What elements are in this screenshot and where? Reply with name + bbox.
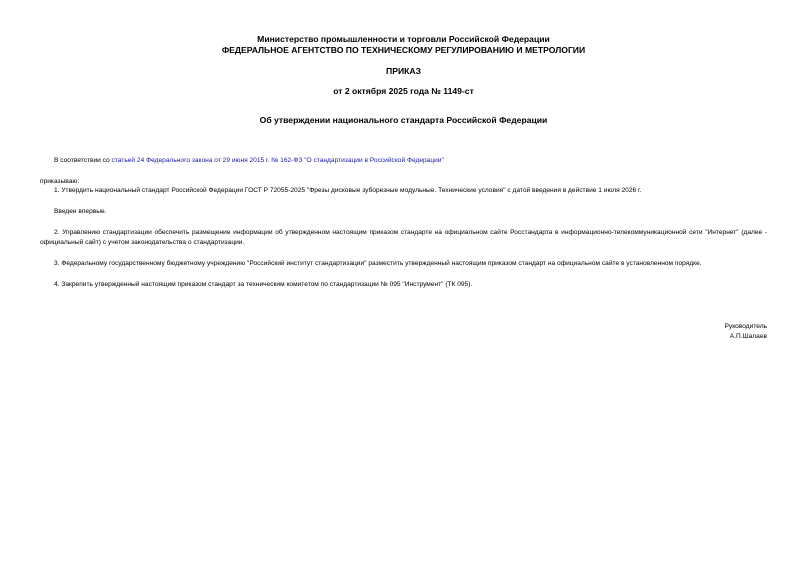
document-date-number: от 2 октября 2025 года № 1149-ст <box>333 86 474 96</box>
order-item-3: 3. Федеральному государственному бюджетному учреждению "Российский институт стандартизации" разместить утвержденный настоящим приказом стандарт на официальном сайте в установленном порядке. <box>54 260 702 267</box>
agency-name: ФЕДЕРАЛЬНОЕ АГЕНТСТВО ПО ТЕХНИЧЕСКОМУ РЕГУЛИРОВАНИЮ И МЕТРОЛОГИИ <box>221 45 586 55</box>
order-item-4: 4. Закрепить утвержденный настоящим приказом стандарт за техническим комитетом по стандартизации № 095 "Инструмент" (ТК 095). <box>54 281 473 288</box>
signatory-name: А.П.Шалаев <box>729 333 767 340</box>
document-subject: Об утверждении национального стандарта Российской Федерации <box>259 115 548 125</box>
order-item-2: 2. Управлению стандартизации обеспечить размещение информации об утвержденном настоящим приказом стандарте на официальном сайте Росстандарта в информационно-телекоммуникационной сети "Интернет" (далее - официальный сайт) с учетом законодательства о стандартизации. <box>40 229 767 246</box>
first-introduced-note: Введен впервые. <box>54 208 107 215</box>
law-reference-link[interactable]: статьей 24 Федерального закона от 29 июня 2015 г. № 162-ФЗ "О стандартизации в Российской Федерации" <box>111 157 444 164</box>
preamble-prefix: В соответствии со <box>54 157 112 164</box>
ministry-name: Министерство промышленности и торговли Российской Федерации <box>257 34 550 44</box>
order-word: приказываю: <box>40 178 80 185</box>
signatory-title: Руководитель <box>724 323 767 330</box>
order-item-1: 1. Утвердить национальный стандарт Российской Федерации ГОСТ Р 72055-2025 "Фрезы дисковые зуборезные модульные. Технические условия" с датой введения в действие 1 июля 2026 г. <box>54 187 642 194</box>
preamble <box>54 156 444 166</box>
document-type: ПРИКАЗ <box>386 66 421 76</box>
